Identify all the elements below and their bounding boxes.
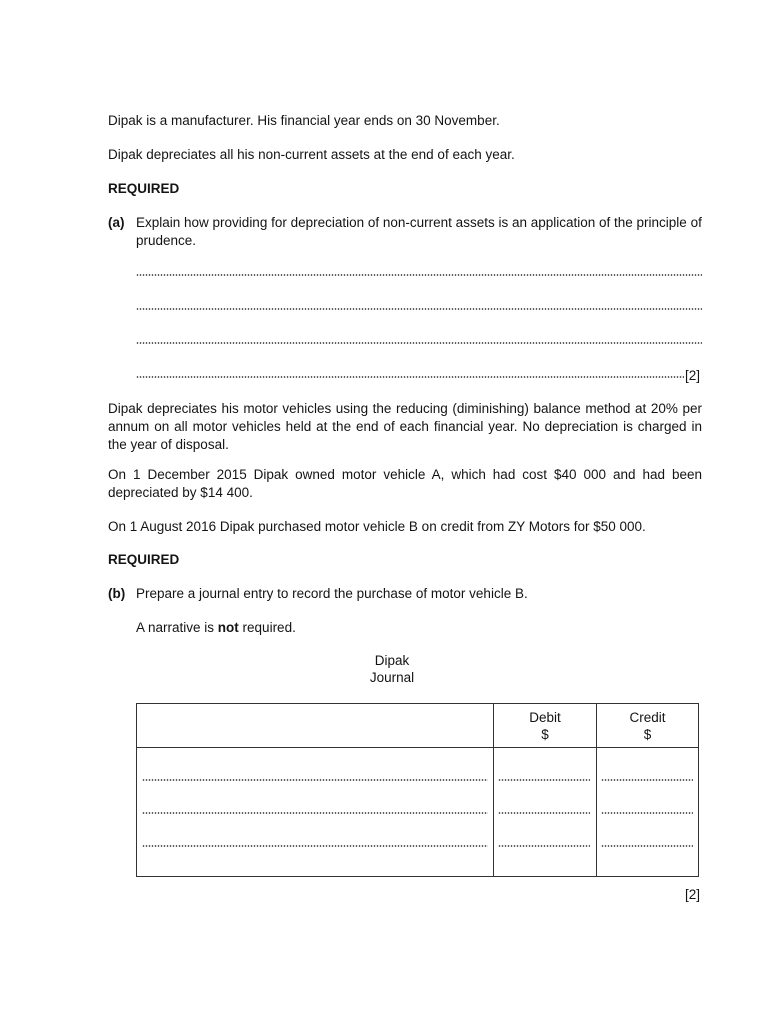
- answer-line-1[interactable]: [136, 274, 702, 276]
- journal-debit-header: [494, 704, 597, 748]
- intro-line-2: Dipak depreciates all his non-current assets at the end of each year.: [108, 147, 515, 162]
- part-a-question: Explain how providing for depreciation of non-current assets is an application of the principle of prudence.: [136, 215, 702, 248]
- journal-header-row: [137, 704, 699, 748]
- details-line-3[interactable]: [142, 845, 488, 847]
- intro-line-1: Dipak is a manufacturer. His financial year ends on 30 November.: [108, 113, 500, 128]
- journal-body-row: [137, 748, 699, 877]
- answer-line-3[interactable]: [136, 342, 702, 344]
- answer-line-2[interactable]: [136, 308, 702, 310]
- journal-debit-cell: [494, 748, 597, 877]
- journal-subtitle: Journal: [369, 670, 415, 685]
- debit-line-3[interactable]: [498, 845, 590, 847]
- part-b-question: Prepare a journal entry to record the purchase of motor vehicle B.: [136, 586, 528, 601]
- journal-details-header: [137, 704, 494, 748]
- context-paragraph-1: Dipak depreciates his motor vehicles using the reducing (diminishing) balance method at 20% per annum on all motor vehicles held at the end of each financial year. No depreciation is charged in the year of disposal.: [108, 401, 702, 452]
- journal-title: Dipak: [374, 653, 410, 668]
- part-b-marks: [2]: [685, 887, 701, 902]
- context-paragraph-3: On 1 August 2016 Dipak purchased motor vehicle B on credit from ZY Motors for $50 000.: [108, 519, 646, 534]
- journal-credit-cell: [597, 748, 699, 877]
- debit-currency: $: [541, 726, 549, 742]
- credit-label: Credit: [629, 709, 666, 725]
- details-line-2[interactable]: [142, 812, 488, 814]
- journal-details-cell: [137, 748, 494, 877]
- journal-credit-header: [597, 704, 699, 748]
- credit-line-2[interactable]: [601, 812, 693, 814]
- journal-table: [136, 703, 699, 877]
- credit-line-3[interactable]: [601, 845, 693, 847]
- credit-line-1[interactable]: [601, 779, 693, 781]
- debit-line-1[interactable]: [498, 779, 590, 781]
- part-b-label: (b): [108, 586, 126, 601]
- debit-label: Debit: [529, 709, 561, 725]
- narrative-post: required.: [238, 620, 296, 635]
- details-line-1[interactable]: [142, 779, 488, 781]
- part-a-marks: [2]: [685, 368, 701, 383]
- required-heading-b: REQUIRED: [108, 552, 180, 567]
- credit-currency: $: [643, 726, 652, 742]
- narrative-pre: A narrative is: [136, 620, 218, 635]
- narrative-bold: not: [217, 620, 239, 635]
- debit-line-2[interactable]: [498, 812, 590, 814]
- required-heading-a: REQUIRED: [108, 181, 180, 196]
- part-a-label: (a): [108, 215, 125, 230]
- answer-line-4[interactable]: [136, 376, 684, 378]
- narrative-note: [136, 619, 702, 637]
- context-paragraph-2: On 1 December 2015 Dipak owned motor vehicle A, which had cost $40 000 and had been depreciated by $14 400.: [108, 467, 702, 500]
